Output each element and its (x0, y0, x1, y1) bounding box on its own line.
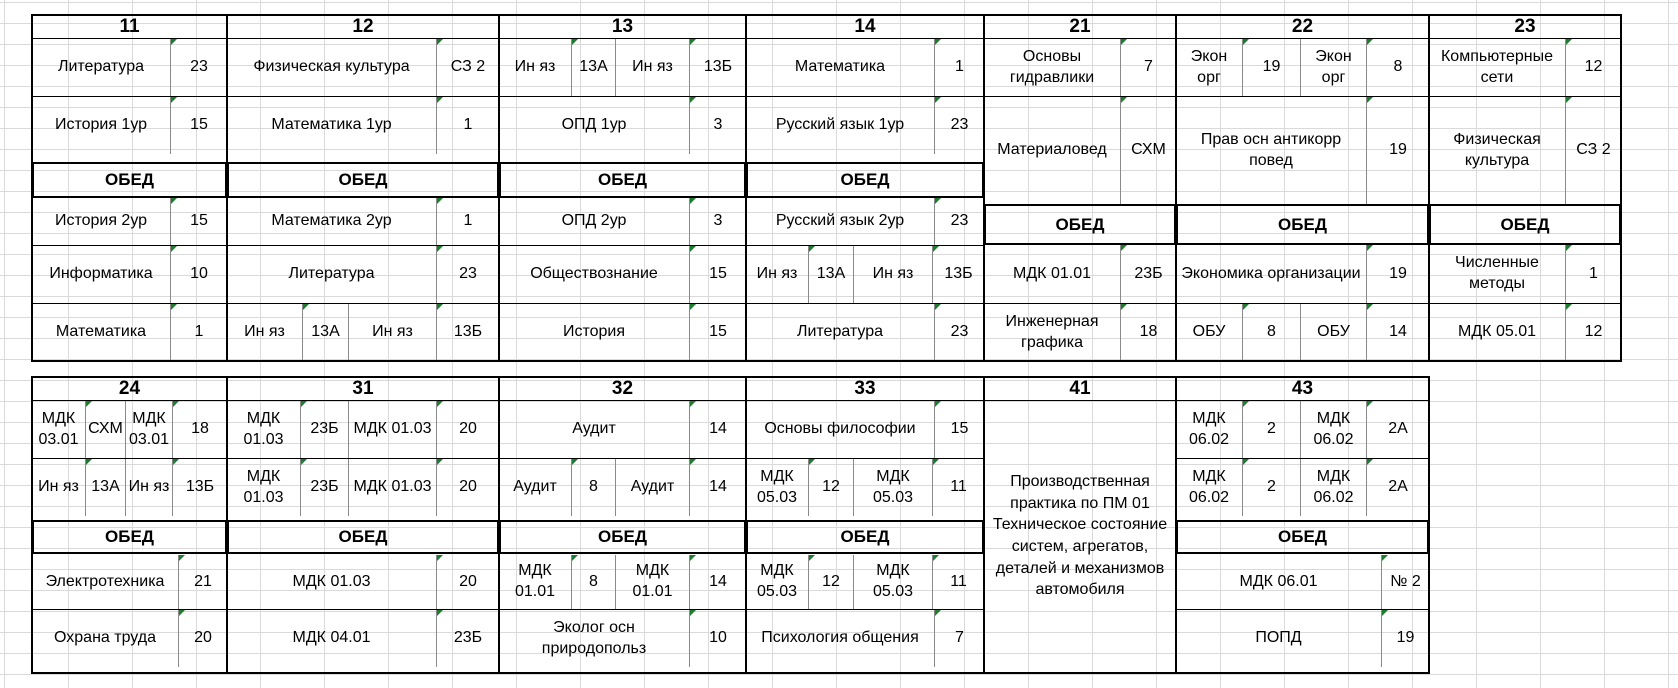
room-cell: 13Б (436, 304, 499, 361)
group-number-header: 24 (32, 376, 227, 400)
room-cell: 3 (689, 198, 746, 245)
subject-cell: Ин яз (514, 58, 556, 76)
subject-cell: МДК 03.01 (38, 409, 79, 448)
subject-cell: Численные методы (1455, 254, 1539, 292)
room-cell: СЗ 2 (1565, 97, 1621, 204)
subject-cell: МДК 06.02 (1188, 467, 1230, 506)
subject-cell: ОПД 2ур (561, 212, 627, 230)
group-number-header: 43 (1176, 376, 1429, 400)
room-cell: 18 (172, 401, 227, 458)
schedule-row (1176, 303, 1429, 361)
group-divider (1428, 14, 1430, 362)
group-divider (1620, 14, 1622, 362)
schedule-row (746, 96, 984, 154)
schedule-row (1176, 458, 1429, 516)
subject-cell: МДК 06.02 (1300, 401, 1366, 458)
lunch-break: ОБЕД (746, 520, 984, 554)
schedule-row (499, 245, 746, 303)
room-cell: 10 (689, 610, 746, 667)
group-divider (1175, 376, 1177, 674)
lunch-break: ОБЕД (1429, 204, 1621, 245)
schedule-row (32, 609, 227, 667)
schedule-row (746, 458, 984, 516)
room-cell: 15 (689, 246, 746, 303)
group-column (984, 14, 1176, 362)
schedule-row (227, 96, 499, 154)
subject-cell: МДК 03.01 (125, 401, 172, 458)
group-number-header: 21 (984, 14, 1176, 38)
schedule-row (499, 38, 746, 96)
room-cell: 23Б (300, 459, 348, 516)
subject-cell: МДК 01.03 (348, 401, 436, 458)
schedule-row (227, 555, 499, 609)
subject-cell: Экономика организации (1181, 264, 1361, 282)
room-cell: 23 (170, 39, 227, 96)
room-cell: 19 (1366, 97, 1429, 204)
schedule-row (1429, 303, 1621, 361)
subject-cell: Материаловед (997, 141, 1107, 159)
subject-cell: Русский язык 2ур (775, 212, 905, 230)
subject-cell: МДК 05.03 (756, 562, 798, 600)
group-number-header: 41 (984, 376, 1176, 400)
lunch-break: ОБЕД (1176, 204, 1429, 245)
room-cell: 12 (1565, 304, 1621, 361)
room-cell: 14 (689, 401, 746, 458)
schedule-row (746, 198, 984, 245)
room-cell: 7 (934, 610, 984, 667)
group-number-header: 14 (746, 14, 984, 38)
subject-cell: Аудит (615, 459, 689, 516)
room-cell: 12 (808, 459, 853, 516)
schedule-row (1176, 96, 1429, 204)
group-divider (1428, 376, 1430, 674)
subject-cell: Русский язык 1ур (775, 116, 905, 134)
schedule-row (746, 245, 984, 303)
room-cell: 23 (934, 304, 984, 361)
lunch-break: ОБЕД (499, 520, 746, 554)
group-divider (983, 376, 985, 674)
room-cell: 13А (808, 246, 853, 303)
schedule-row (746, 555, 984, 609)
subject-cell: Ин яз (38, 478, 79, 496)
subject-cell: Основы гидравлики (1009, 47, 1095, 86)
subject-cell: ОБУ (1192, 323, 1226, 341)
subject-cell: МДК 05.03 (853, 459, 932, 516)
subject-cell: МДК 01.03 (243, 409, 284, 448)
schedule-row (984, 38, 1176, 96)
subject-cell: МДК 06.02 (1300, 459, 1366, 516)
room-cell: 21 (178, 555, 227, 609)
subject-cell: Инженерная графика (1005, 312, 1099, 351)
subject-cell: МДК 05.03 (756, 467, 798, 506)
room-cell: 19 (1381, 610, 1429, 667)
room-cell: 15 (170, 97, 227, 154)
room-cell: 2А (1366, 401, 1429, 458)
subject-cell: Математика 1ур (271, 116, 392, 134)
room-cell: 13Б (932, 246, 984, 303)
subject-cell: Литература (288, 265, 375, 283)
schedule-row (499, 555, 746, 609)
schedule-row (1429, 245, 1621, 303)
room-cell: 1 (436, 97, 499, 154)
subject-cell: Информатика (49, 265, 153, 283)
room-cell: 12 (808, 555, 853, 609)
schedule-row (984, 303, 1176, 361)
subject-cell: МДК 06.01 (1239, 572, 1318, 590)
room-cell: 14 (1366, 304, 1429, 361)
room-cell: 20 (436, 555, 499, 609)
subject-cell: МДК 06.02 (1188, 409, 1230, 448)
group-column (499, 376, 746, 674)
group-divider (226, 14, 228, 362)
subject-cell: МДК 01.01 (514, 562, 556, 600)
group-divider (1175, 14, 1177, 362)
room-cell: 23Б (300, 401, 348, 458)
subject-cell: МДК 01.03 (348, 459, 436, 516)
schedule-row (499, 96, 746, 154)
schedule-row (1176, 38, 1429, 96)
schedule-row (227, 38, 499, 96)
subject-cell: Охрана труда (54, 629, 156, 647)
subject-cell: Аудит (572, 420, 616, 438)
bottom-schedule-block (32, 376, 1429, 674)
subject-cell: Ин яз (348, 304, 436, 361)
group-number-header: 13 (499, 14, 746, 38)
room-cell: 2 (1242, 459, 1300, 516)
subject-cell: Математика (55, 323, 147, 341)
header-line (984, 400, 1176, 401)
group-divider (498, 14, 500, 362)
schedule-row (984, 96, 1176, 204)
subject-cell: История (562, 323, 626, 341)
room-cell: 8 (571, 555, 615, 609)
lunch-break: ОБЕД (746, 162, 984, 198)
room-cell: 8 (1366, 39, 1429, 96)
group-number-header: 12 (227, 14, 499, 38)
subject-cell: Экон орг (1300, 39, 1366, 96)
group-column (984, 376, 1176, 674)
schedule-row (227, 198, 499, 245)
room-cell: 19 (1366, 245, 1429, 303)
schedule-row (984, 245, 1176, 303)
subject-cell: МДК 01.01 (1013, 264, 1091, 282)
room-cell: 2А (1366, 459, 1429, 516)
room-cell: 14 (689, 555, 746, 609)
schedule-row (32, 245, 227, 303)
top-schedule-block (32, 14, 1621, 362)
subject-cell: Ин яз (615, 39, 689, 96)
room-cell: СЗ 2 (436, 39, 499, 96)
schedule-row (746, 609, 984, 667)
group-column (32, 376, 227, 674)
group-divider (983, 14, 985, 362)
room-cell: 8 (1242, 304, 1300, 361)
group-column (746, 14, 984, 362)
subject-cell: Математика (794, 58, 886, 76)
subject-cell: История 1ур (54, 116, 148, 134)
subject-cell: Экон орг (1190, 47, 1228, 86)
schedule-row (1176, 555, 1429, 609)
schedule-row (1176, 245, 1429, 303)
group-number-header: 11 (32, 14, 227, 38)
lunch-break: ОБЕД (1176, 520, 1429, 554)
room-cell: 20 (178, 610, 227, 667)
schedule-row (499, 198, 746, 245)
subject-cell: Прав осн антикорр повед (1200, 130, 1342, 169)
schedule-row (32, 458, 227, 516)
room-cell: 23 (436, 246, 499, 303)
lunch-break: ОБЕД (32, 520, 227, 554)
room-cell: 15 (170, 198, 227, 245)
schedule-row (32, 400, 227, 458)
room-cell: 11 (932, 459, 984, 516)
room-cell: 13Б (689, 39, 746, 96)
group-column (746, 376, 984, 674)
subject-cell: История 2ур (54, 212, 148, 230)
schedule-row (227, 458, 499, 516)
group-divider (31, 14, 33, 362)
subject-cell: Литература (57, 58, 145, 76)
schedule-row (746, 400, 984, 458)
schedule-row (32, 38, 227, 96)
schedule-row (32, 555, 227, 609)
group-number-header: 32 (499, 376, 746, 400)
schedule-row (746, 303, 984, 361)
group-divider (745, 14, 747, 362)
subject-cell: ОБУ (1300, 304, 1366, 361)
schedule-row (499, 458, 746, 516)
room-cell: 12 (1565, 39, 1621, 96)
schedule-row (1429, 38, 1621, 96)
room-cell: 8 (571, 459, 615, 516)
subject-cell: Ин яз (853, 246, 932, 303)
subject-cell: Обществознание (530, 265, 658, 283)
subject-cell: Ин яз (756, 265, 798, 283)
room-cell: 13А (571, 39, 615, 96)
schedule-row (499, 303, 746, 361)
room-cell: 11 (932, 555, 984, 609)
room-cell: 3 (689, 97, 746, 154)
schedule-row (499, 400, 746, 458)
schedule-row (227, 245, 499, 303)
room-cell: 23 (934, 97, 984, 154)
group-divider (745, 376, 747, 674)
room-cell: 13Б (172, 459, 227, 516)
table-bottom-border (32, 360, 1621, 362)
practice-text: Производственная практика по ПМ 01 Техническое состояние систем, агрегатов, деталей и механизмов автомобиля (992, 473, 1168, 599)
group-column (227, 14, 499, 362)
group-column (227, 376, 499, 674)
subject-cell: МДК 01.01 (615, 555, 689, 609)
subject-cell: ОПД 1ур (561, 116, 627, 134)
subject-cell: Компьютерные сети (1440, 47, 1554, 86)
schedule-row (227, 400, 499, 458)
schedule-row (32, 303, 227, 361)
lunch-break: ОБЕД (984, 204, 1176, 245)
schedule-row (32, 96, 227, 154)
subject-cell: Ин яз (244, 323, 285, 341)
room-cell: 1 (436, 198, 499, 245)
room-cell: СХМ (85, 401, 125, 458)
room-cell: 10 (170, 246, 227, 303)
group-number-header: 31 (227, 376, 499, 400)
lunch-break: ОБЕД (499, 162, 746, 198)
subject-cell: МДК 05.01 (1458, 323, 1536, 341)
lunch-break: ОБЕД (227, 162, 499, 198)
subject-cell: МДК 01.03 (243, 467, 284, 506)
group-column (1176, 376, 1429, 674)
room-cell: 1 (934, 39, 984, 96)
room-cell: 14 (689, 459, 746, 516)
room-cell: 1 (170, 304, 227, 361)
room-cell: СХМ (1120, 97, 1176, 204)
schedule-row (1176, 609, 1429, 667)
group-column (1429, 14, 1621, 362)
subject-cell: МДК 05.03 (853, 555, 932, 609)
group-divider (31, 376, 33, 674)
room-cell: 23Б (436, 610, 499, 667)
schedule-row (1429, 96, 1621, 204)
schedule-row (499, 609, 746, 667)
subject-cell: Математика 2ур (271, 212, 392, 230)
room-cell: 19 (1242, 39, 1300, 96)
room-cell: 20 (436, 459, 499, 516)
room-cell: 23 (934, 198, 984, 245)
group-divider (498, 376, 500, 674)
schedule-row (227, 609, 499, 667)
room-cell: 2 (1242, 401, 1300, 458)
room-cell: 15 (934, 401, 984, 458)
schedule-row (32, 198, 227, 245)
room-cell: 20 (436, 401, 499, 458)
lunch-break: ОБЕД (32, 162, 227, 198)
group-number-header: 23 (1429, 14, 1621, 38)
schedule-row (227, 303, 499, 361)
subject-cell: МДК 01.03 (292, 572, 371, 590)
subject-cell: Основы философии (764, 420, 916, 438)
group-number-header: 22 (1176, 14, 1429, 38)
subject-cell: Литература (796, 323, 884, 341)
subject-cell: Психология общения (761, 629, 919, 647)
group-column (32, 14, 227, 362)
subject-cell: Физическая культура (253, 58, 410, 76)
subject-cell: Ин яз (125, 459, 172, 516)
group-column (1176, 14, 1429, 362)
room-cell: 13А (85, 459, 125, 516)
group-column (499, 14, 746, 362)
group-divider (226, 376, 228, 674)
subject-cell: Электротехника (45, 572, 165, 590)
schedule-row (746, 38, 984, 96)
subject-cell: Физическая культура (1453, 130, 1541, 169)
lunch-break: ОБЕД (227, 520, 499, 554)
room-cell: 1 (1565, 245, 1621, 303)
room-cell: 23Б (1120, 245, 1176, 303)
room-cell: 18 (1120, 304, 1176, 361)
room-cell: 7 (1120, 39, 1176, 96)
group-number-header: 33 (746, 376, 984, 400)
subject-cell: МДК 04.01 (292, 629, 371, 647)
room-cell: 15 (689, 304, 746, 361)
table-bottom-border (32, 672, 1429, 674)
subject-cell: Аудит (513, 478, 557, 496)
subject-cell: Эколог осн природопольз (541, 618, 647, 657)
schedule-row (1176, 400, 1429, 458)
subject-cell: ПОПД (1255, 629, 1302, 647)
room-cell: 13А (302, 304, 348, 361)
room-cell: № 2 (1381, 555, 1429, 609)
